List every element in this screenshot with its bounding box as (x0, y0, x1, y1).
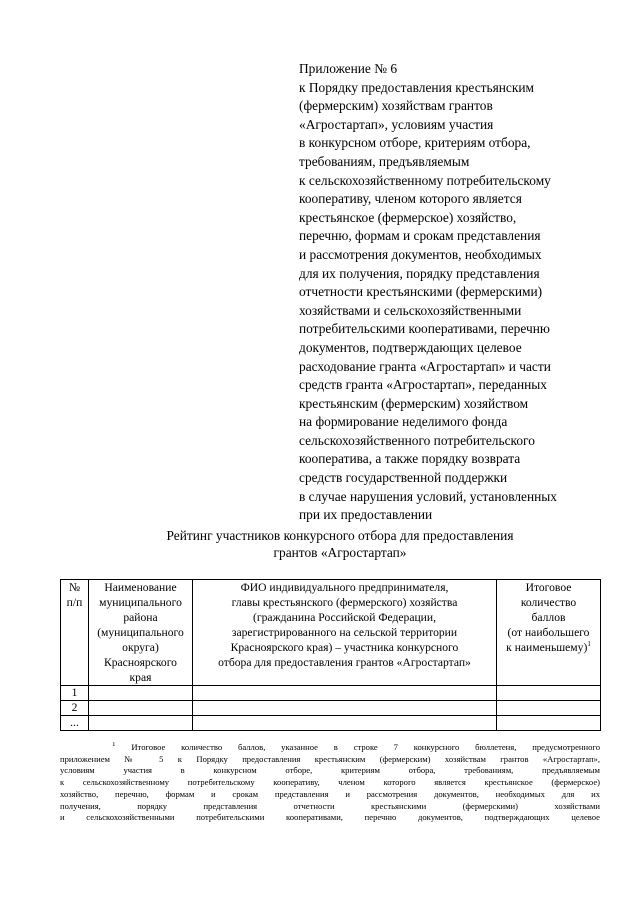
footnote-line: хозяйство, перечню, формам и срокам представления и рассмотрения документов, необходимых для их (60, 788, 600, 799)
table-row (61, 701, 601, 716)
cell-fio (193, 701, 497, 716)
appendix-line: для их получения, порядку представления (299, 265, 540, 281)
footnote-line: приложением № 5 к Порядку предоставления крестьянским (фермерским) хозяйствам грантов «Агростартап», (60, 753, 600, 764)
appendix-line: требованиям, предъявляемым (299, 153, 470, 169)
cell-score (497, 686, 601, 701)
header-region-line: (муниципального (97, 626, 184, 639)
header-score-line: баллов (531, 611, 566, 624)
cell-score (497, 701, 601, 716)
title-line-1: Рейтинг участников конкурсного отбора для предоставления (166, 528, 514, 543)
appendix-line: «Агростартап», условиям участия (299, 116, 494, 132)
header-region-line: округа) (122, 641, 159, 654)
appendix-line: к Порядку предоставления крестьянским (299, 79, 535, 95)
cell-fio (193, 686, 497, 701)
footnote-line: условиям участия в конкурсном отборе, критериям отбора, требованиям, предъявляемым (60, 765, 600, 776)
header-num (61, 580, 89, 686)
header-region-line: Наименование (104, 581, 177, 594)
appendix-line: хозяйствами и сельскохозяйственными (299, 302, 522, 318)
appendix-line: документов, подтверждающих целевое (299, 339, 522, 355)
footnote-mark: 1 (587, 640, 591, 649)
header-num-line: п/п (66, 596, 83, 609)
appendix-line: крестьянским (фермерским) хозяйством (299, 395, 529, 411)
footnote-line: и сельскохозяйственными потребительскими кооперативами, перечню документов, подтверждающих целевое (60, 812, 600, 823)
appendix-line: к сельскохозяйственному потребительскому (299, 172, 551, 188)
table-header-row (61, 580, 601, 686)
footnote-line-text: Итоговое количество баллов, указанное в строке 7 конкурсного бюллетеня, предусмотренного (131, 742, 600, 752)
appendix-line: крестьянское (фермерское) хозяйство, (299, 209, 517, 225)
rating-table (60, 579, 601, 731)
cell-region (89, 686, 193, 701)
cell-score (497, 716, 601, 731)
header-fio (193, 580, 497, 686)
appendix-line: перечню, формам и срокам представления (299, 228, 541, 244)
appendix-line: сельскохозяйственного потребительского (299, 432, 535, 448)
footnote-line: к сельскохозяйственному потребительскому кооперативу, членом которого является крестьянское (фермерское) (60, 777, 600, 788)
header-fio-line: Красноярского края) – участника конкурсного (230, 641, 459, 654)
appendix-line: (фермерским) хозяйствам грантов (299, 98, 493, 114)
appendix-line: в случае нарушения условий, установленных (299, 488, 557, 504)
title-line-2: грантов «Агростартап» (273, 545, 407, 560)
header-score-line: (от наибольшего (507, 626, 590, 639)
appendix-line: Приложение № 6 (299, 61, 398, 76)
header-score-line: Итоговое (525, 581, 572, 594)
appendix-line: потребительскими кооперативами, перечню (299, 321, 550, 337)
header-region (89, 580, 193, 686)
appendix-line: расходование гранта «Агростартап» и части (299, 358, 551, 374)
footnote (60, 742, 600, 824)
cell-num: 1 (61, 686, 89, 701)
appendix-line: на формирование неделимого фонда (299, 414, 508, 430)
header-score-line-text: к наименьшему) (506, 641, 588, 654)
header-score-line (499, 640, 598, 655)
appendix-line: отчетности крестьянскими (фермерскими) (299, 284, 543, 300)
cell-region (89, 716, 193, 731)
header-region-line: района (123, 611, 158, 624)
header-fio-line: (гражданина Российской Федерации, (253, 611, 436, 624)
document-title (60, 527, 620, 561)
cell-fio (193, 716, 497, 731)
footnote-line: получения, порядку представления отчетности крестьянскими (фермерскими) хозяйствами (60, 800, 600, 811)
header-fio-line: ФИО индивидуального предпринимателя, (240, 581, 449, 594)
cell-num: ... (61, 716, 89, 731)
appendix-line: средств гранта «Агростартап», переданных (299, 377, 547, 393)
header-score-line: количество (520, 596, 577, 609)
footnote-line (60, 742, 600, 754)
header-score (497, 580, 601, 686)
header-fio-line: зарегистрированного на сельской территории (231, 626, 458, 639)
header-region-line: края (129, 671, 152, 684)
cell-region (89, 701, 193, 716)
appendix-line: и рассмотрения документов, необходимых (299, 246, 542, 262)
header-num-line: № (68, 581, 81, 594)
header-region-line: муниципального (99, 596, 182, 609)
footnote-number: 1 (112, 742, 116, 749)
cell-num: 2 (61, 701, 89, 716)
table-row (61, 716, 601, 731)
appendix-line: кооператива, а также порядку возврата (299, 451, 521, 467)
header-region-line: Красноярского (104, 656, 177, 669)
appendix-line: кооперативу, членом которого является (299, 191, 522, 207)
appendix-line: при их предоставлении (299, 507, 433, 523)
appendix-line: в конкурсном отборе, критериям отбора, (299, 135, 531, 151)
table-row (61, 686, 601, 701)
header-fio-line: главы крестьянского (фермерского) хозяйства (231, 596, 458, 609)
appendix-line: средств государственной поддержки (299, 470, 508, 486)
appendix-header (299, 60, 609, 525)
header-fio-line: отбора для предоставления грантов «Агростартап» (218, 656, 471, 669)
